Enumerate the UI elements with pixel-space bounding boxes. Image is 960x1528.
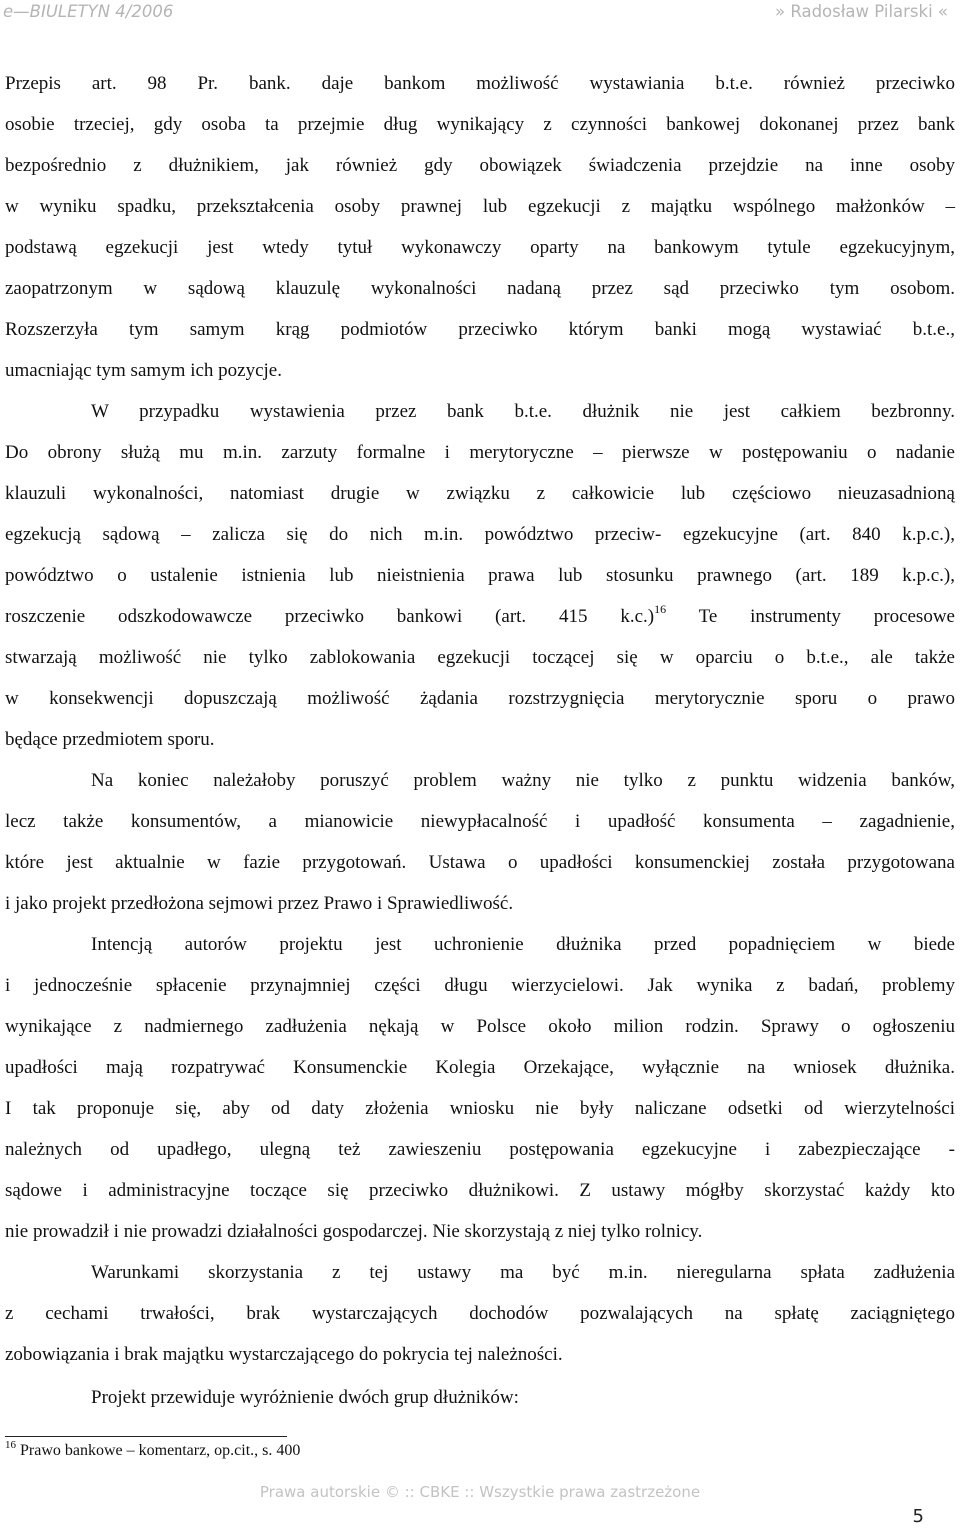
text-line: nie prowadził i nie prowadzi działalności gospodarczej. Nie skorzystają z niej tylko rolnicy. <box>5 1221 703 1242</box>
text-line: upadłości mają rozpatrywać Konsumenckie Kolegia Orzekające, wyłącznie na wniosek dłużnika. <box>5 1057 955 1078</box>
text-line: klauzuli wykonalności, natomiast drugie w związku z całkowicie lub częściowo nieuzasadnioną <box>5 483 955 504</box>
text-line: lecz także konsumentów, a mianowicie niewypłacalność i upadłość konsumenta – zagadnienie, <box>5 811 955 832</box>
footnote <box>5 1441 300 1461</box>
text-line: Przepis art. 98 Pr. bank. daje bankom możliwość wystawiania b.t.e. również przeciwko <box>5 73 955 94</box>
text-segment: roszczenie odszkodowawcze przeciwko bankowi (art. 415 k.c.) <box>5 606 655 627</box>
text-line: Projekt przewiduje wyróżnienie dwóch grup dłużników: <box>91 1387 519 1408</box>
text-line: osobie trzeciej, gdy osoba ta przejmie dług wynikający z czynności bankowej dokonanej przez bank <box>5 114 955 135</box>
text-line: stwarzają możliwość nie tylko zablokowania egzekucji toczącej się w oparciu o b.t.e., ale także <box>5 647 955 668</box>
footnote-marker: 16 <box>5 1439 16 1451</box>
page-header <box>0 0 960 24</box>
text-line: które jest aktualnie w fazie przygotowań. Ustawa o upadłości konsumenckiej została przygotowana <box>5 852 955 873</box>
text-line: zaopatrzonym w sądową klauzulę wykonalności nadaną przez sąd przeciwko tym osobom. <box>5 278 955 299</box>
text-line: Intencją autorów projektu jest uchronienie dłużnika przed popadnięciem w biede <box>91 934 955 955</box>
text-line: i jednocześnie spłacenie przynajmniej części długu wierzycielowi. Jak wynika z badań, problemy <box>5 975 955 996</box>
footnote-separator <box>5 1436 287 1437</box>
text-line: bezpośrednio z dłużnikiem, jak również gdy obowiązek świadczenia przejdzie na inne osoby <box>5 155 955 176</box>
text-line: W przypadku wystawienia przez bank b.t.e. dłużnik nie jest całkiem bezbronny. <box>91 401 955 422</box>
text-line: I tak proponuje się, aby od daty złożenia wniosku nie były naliczane odsetki od wierzytelności <box>5 1098 955 1119</box>
text-line: wynikające z nadmiernego zadłużenia nękają w Polsce około milion rodzin. Sprawy o ogłoszeniu <box>5 1016 955 1037</box>
text-line: w konsekwencji dopuszczają możliwość żądania rozstrzygnięcia merytorycznie sporu o prawo <box>5 688 955 709</box>
text-line: z cechami trwałości, brak wystarczających dochodów pozwalających na spłatę zaciągniętego <box>5 1303 955 1324</box>
text-segment: Te instrumenty procesowe <box>698 606 955 627</box>
text-line: należnych od upadłego, ulegną też zawieszeniu postępowania egzekucyjne i zabezpieczające - <box>5 1139 955 1160</box>
author-name: » Radosław Pilarski « <box>775 2 948 21</box>
text-line: w wyniku spadku, przekształcenia osoby prawnej lub egzekucji z majątku wspólnego małżonków – <box>5 196 955 217</box>
text-line: podstawą egzekucji jest wtedy tytuł wykonawczy oparty na bankowym tytule egzekucyjnym, <box>5 237 955 258</box>
text-line: Do obrony służą mu m.in. zarzuty formalne i merytoryczne – pierwsze w postępowaniu o nadanie <box>5 442 955 463</box>
footnote-text: Prawo bankowe – komentarz, op.cit., s. 400 <box>20 1442 301 1459</box>
text-line: sądowe i administracyjne toczące się przeciwko dłużnikowi. Z ustawy mógłby skorzystać każdy kto <box>5 1180 955 1201</box>
text-line: będące przedmiotem sporu. <box>5 729 215 750</box>
text-line: Warunkami skorzystania z tej ustawy ma być m.in. nieregularna spłata zadłużenia <box>91 1262 955 1283</box>
text-line: Rozszerzyła tym samym krąg podmiotów przeciwko którym banki mogą wystawiać b.t.e., <box>5 319 955 340</box>
text-line-with-footnote <box>5 602 955 629</box>
text-line: zobowiązania i brak majątku wystarczającego do pokrycia tej należności. <box>5 1344 563 1365</box>
text-line: powództwo o ustalenie istnienia lub nieistnienia prawa lub stosunku prawnego (art. 189 k.p.c.), <box>5 565 955 586</box>
text-line: egzekucją sądową – zalicza się do nich m.in. powództwo przeciw- egzekucyjne (art. 840 k.p.c.), <box>5 524 955 545</box>
text-line: umacniając tym samym ich pozycje. <box>5 360 282 381</box>
bulletin-title: e—BIULETYN 4/2006 <box>3 2 174 21</box>
text-line: i jako projekt przedłożona sejmowi przez Prawo i Sprawiedliwość. <box>5 893 514 914</box>
copyright-footer: Prawa autorskie © :: CBKE :: Wszystkie prawa zastrzeżone <box>259 1483 701 1501</box>
page-number: 5 <box>912 1506 924 1527</box>
footnote-reference[interactable]: 16 <box>654 602 667 616</box>
text-line: Na koniec należałoby poruszyć problem ważny nie tylko z punktu widzenia banków, <box>91 770 955 791</box>
